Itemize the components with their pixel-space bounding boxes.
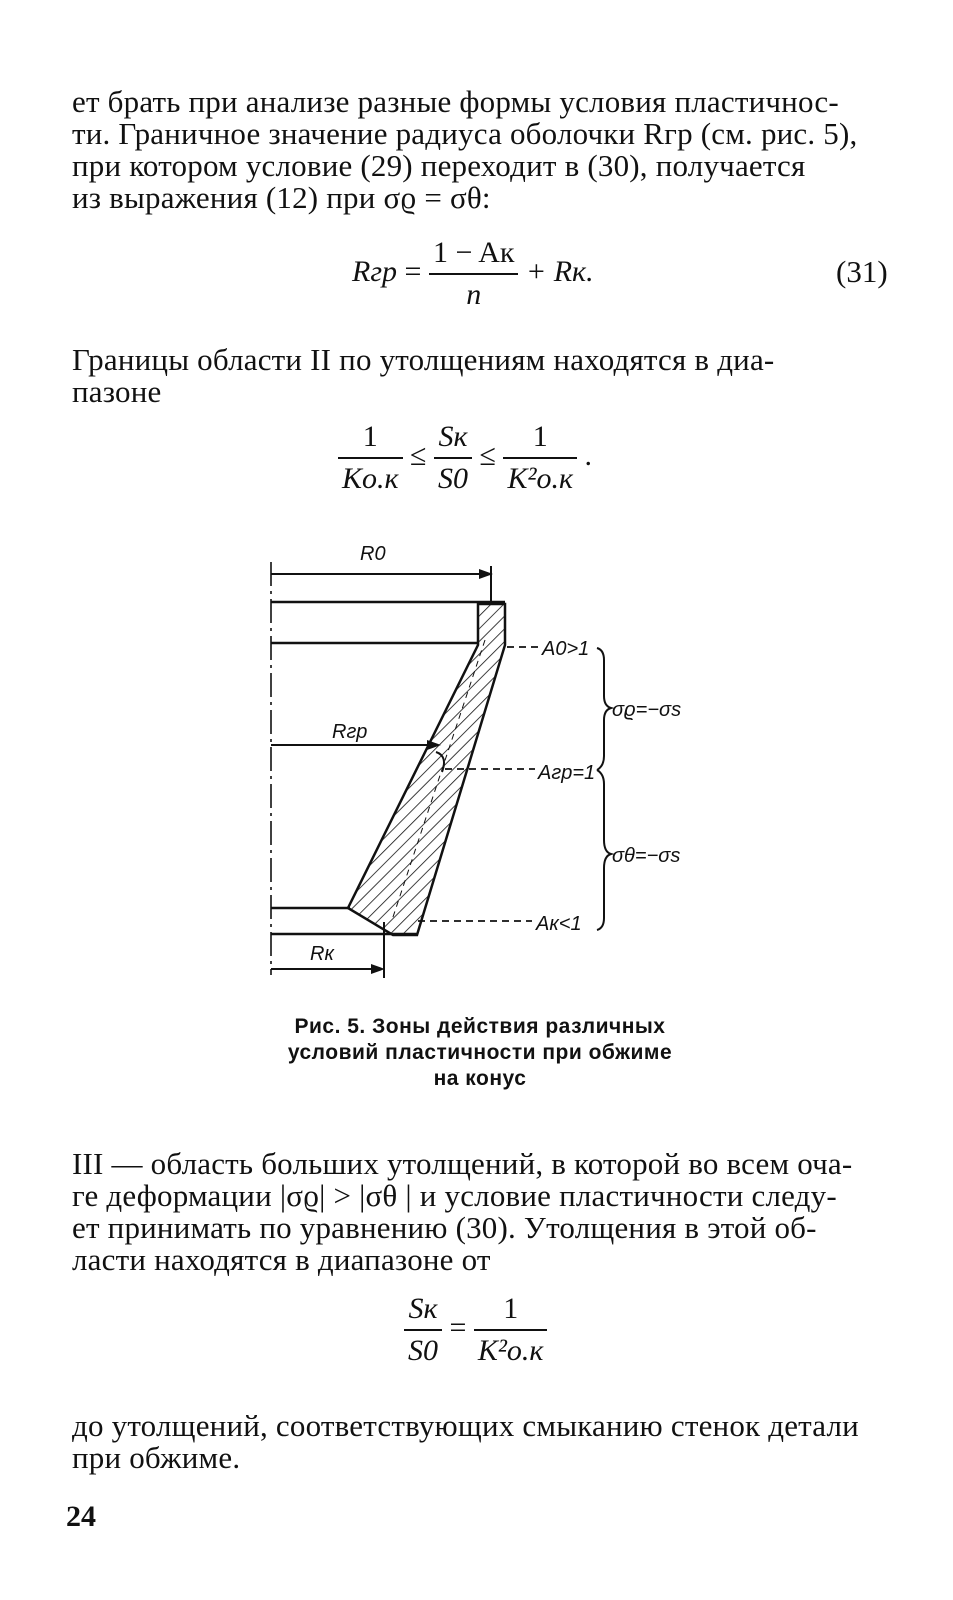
equation-lhs: Rгр [352, 254, 398, 288]
label-sigma-rho: σϱ=−σs [612, 699, 682, 721]
fraction-denominator: Kо.к [342, 462, 399, 495]
fraction [404, 1292, 442, 1368]
fraction-denominator: K²о.к [477, 1334, 544, 1367]
brace-lower [597, 770, 611, 930]
fraction-numerator: Sк [434, 420, 472, 459]
text-line: ти. Граничное значение радиуса оболочки Rгр (см. рис. 5), [72, 116, 858, 151]
relation-sign: ≤ [410, 438, 427, 472]
equation-number: (31) [836, 254, 888, 289]
label-agr: Aгр=1 [538, 762, 596, 784]
label-rk: Rк [310, 943, 334, 965]
fraction-numerator: 1 [474, 1292, 548, 1331]
figure-caption [250, 1014, 710, 1092]
text-line: при обжиме. [72, 1440, 241, 1475]
text-line: III — область больших утолщений, в которой во всем оча- [72, 1146, 853, 1181]
paragraph-region-iii [72, 1148, 892, 1276]
brace-upper [597, 648, 611, 770]
equation-31: Rгр = $\frac{1 - Aк}{n}$ + Rк. [352, 236, 594, 311]
text-line: из выражения (12) при σϱ = σθ: [72, 180, 491, 215]
text-line: ет брать при анализе разные формы условия пластичнос- [72, 84, 839, 119]
text-line: при котором условие (29) переходит в (30), получается [72, 148, 806, 183]
fraction-numerator: 1 [503, 420, 577, 459]
caption-line: Рис. 5. Зоны действия различных [294, 1015, 666, 1038]
fraction-denominator: S0 [438, 462, 469, 495]
label-rgr: Rгр [332, 721, 368, 743]
period: . [584, 438, 593, 472]
caption-line: на конус [433, 1067, 527, 1090]
relation-sign: ≤ [479, 438, 496, 472]
fraction [474, 1292, 548, 1368]
arrowhead [371, 964, 385, 974]
fraction-denominator: n [466, 278, 482, 311]
label-a0: A0>1 [542, 638, 590, 660]
equation-tail: + Rк. [525, 254, 594, 288]
fraction-denominator: K²о.к [507, 462, 574, 495]
text-line: до утолщений, соответствующих смыканию стенок детали [72, 1408, 859, 1443]
fraction-numerator: Sк [404, 1292, 442, 1331]
fraction-numerator: 1 − Aк [429, 236, 519, 275]
label-ak: Aк<1 [536, 913, 582, 935]
relation-sign: = [449, 1310, 467, 1344]
text-line: ласти находятся в диапазоне от [72, 1242, 491, 1277]
text-line: пазоне [72, 374, 162, 409]
label-sigma-theta: σθ=−σs [612, 845, 681, 867]
fraction-numerator: 1 [338, 420, 403, 459]
page-number: 24 [66, 1500, 96, 1533]
fraction-denominator: S0 [408, 1334, 438, 1367]
text-line: ет принимать по уравнению (30). Утолщения в этой об- [72, 1210, 817, 1245]
paragraph-closing [72, 1410, 892, 1474]
equation-range-start [404, 1292, 547, 1368]
caption-line: условий пластичности при обжиме [287, 1041, 673, 1064]
text-line: Границы области II по утолщениям находятся в диа- [72, 342, 775, 377]
text-line: ге деформации |σϱ| > |σθ | и условие пластичности следу- [72, 1178, 837, 1213]
label-r0: R0 [360, 543, 386, 565]
